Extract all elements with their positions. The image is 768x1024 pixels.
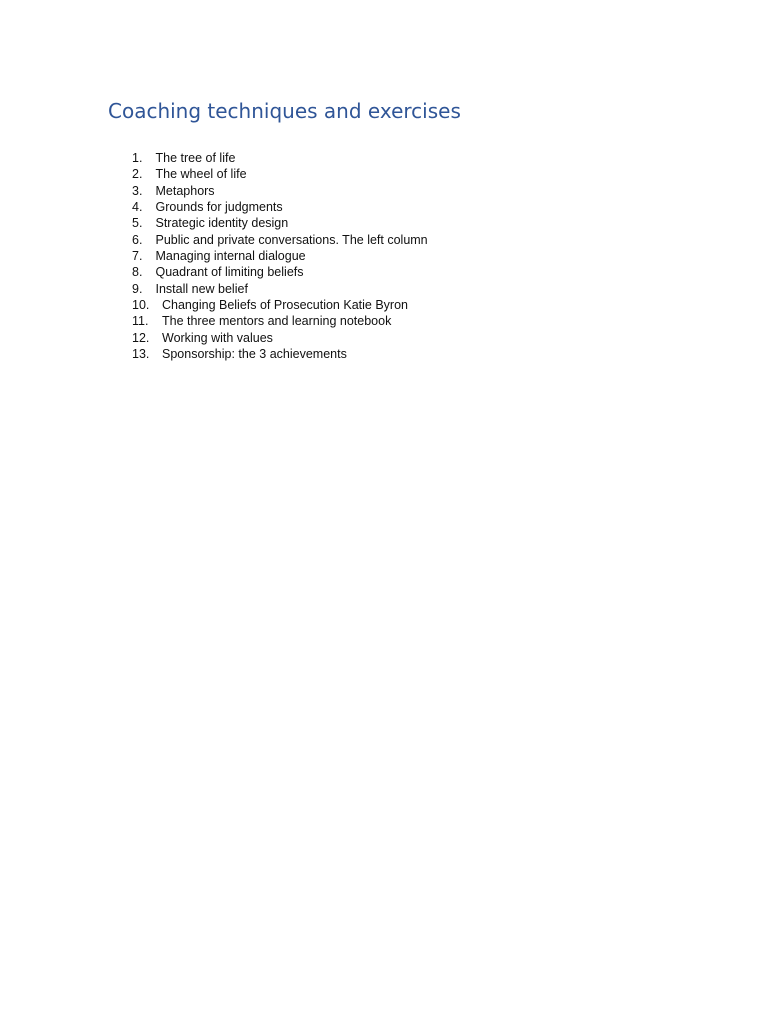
list-item-number: 10. <box>132 297 150 312</box>
list-item-label: Public and private conversations. The left column <box>155 232 428 247</box>
list-item-label: Sponsorship: the 3 achievements <box>162 346 347 361</box>
list-item-number: 7. <box>132 248 143 263</box>
list-item-number: 4. <box>132 199 143 214</box>
list-item-number: 6. <box>132 232 143 247</box>
list-item-number: 8. <box>132 265 143 280</box>
list-item-label: Changing Beliefs of Prosecution Katie Byron <box>162 297 408 312</box>
list-item-label: The three mentors and learning notebook <box>162 314 392 329</box>
list-item-label: Strategic identity design <box>155 216 289 231</box>
page-title: Coaching techniques and exercises <box>108 99 461 123</box>
list-item-label: Metaphors <box>155 183 215 198</box>
list-item-number: 1. <box>132 151 143 165</box>
list-item-number: 11. <box>132 314 149 329</box>
list-item-label: The wheel of life <box>155 167 247 182</box>
list-item-number: 9. <box>132 281 143 296</box>
list-item-label: Install new belief <box>155 281 248 296</box>
list-item-number: 2. <box>132 167 143 182</box>
list-item-label: Managing internal dialogue <box>155 248 306 263</box>
list-item-number: 3. <box>132 183 143 198</box>
list-item-number: 12. <box>132 330 150 345</box>
list-item-label: Quadrant of limiting beliefs <box>155 265 304 280</box>
list-item-label: The tree of life <box>155 151 236 165</box>
list-item-number: 5. <box>132 216 143 231</box>
list-item-label: Grounds for judgments <box>155 199 283 214</box>
list-item-number: 13. <box>132 346 150 361</box>
list-item-label: Working with values <box>162 330 273 345</box>
